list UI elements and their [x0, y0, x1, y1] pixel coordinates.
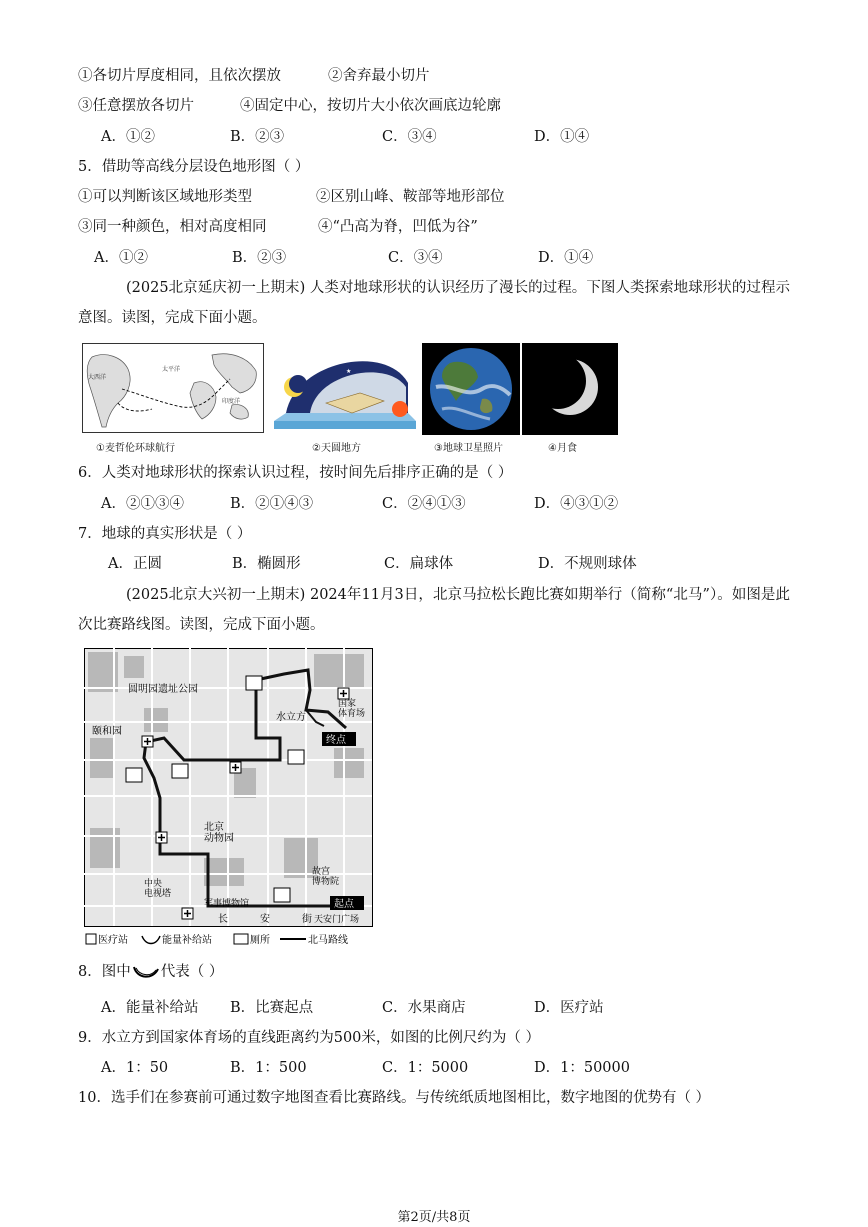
marathon-route-map — [84, 648, 374, 948]
figure1-caption-2: ②天圆地方 — [312, 443, 361, 454]
q6-choice-c: C．②④①③ — [382, 496, 466, 512]
q5-option-1: ①可以判断该区域地形类型 — [78, 189, 252, 205]
q9-choice-c: C．1：5000 — [382, 1060, 469, 1076]
map-label-tiananmen: 天安门广场 — [314, 915, 360, 925]
map-label-pacific: 太平洋 — [162, 366, 181, 373]
medical-station-icon — [142, 736, 153, 747]
map-label-yuanmingyuan: 圆明园遗址公园 — [128, 684, 198, 695]
map-label-start: 起点 — [334, 899, 354, 910]
q8-choice-d: D．医疗站 — [534, 1000, 604, 1016]
q4-choice-b: B．②③ — [230, 129, 285, 145]
map-label-palace-museum: 故宫博物院 — [312, 867, 340, 887]
map-label-an: 安 — [260, 914, 270, 925]
map-label-jie: 街 — [302, 914, 312, 925]
legend-route: 北马路线 — [308, 935, 348, 946]
q4-choice-d: D．①④ — [534, 129, 590, 145]
q8-choice-c: C．水果商店 — [382, 1000, 466, 1016]
q6-choice-b: B．②①④③ — [230, 496, 314, 512]
medical-station-icon — [182, 908, 193, 919]
toilet-icon — [288, 750, 304, 764]
star-icon: ★ — [346, 368, 352, 375]
toilet-icon — [274, 888, 290, 902]
q6-stem: 6．人类对地球形状的探索认识过程，按时间先后排序正确的是（ ） — [78, 465, 513, 481]
map-label-yiheyuan: 颐和园 — [92, 726, 122, 737]
medical-station-icon — [338, 688, 349, 699]
star-icon: ★ — [366, 355, 371, 361]
q7-choice-b: B．椭圆形 — [232, 556, 301, 572]
earth-satellite-photo — [422, 343, 520, 435]
q7-choice-d: D．不规则球体 — [538, 556, 637, 572]
map-label-cctv-tower: 中央电视塔 — [144, 879, 172, 899]
passage-marathon: (2025北京大兴初一上期末) 2024年11月3日，北京马拉松长跑比赛如期举行（简称“北马”）。如图是此次比赛路线图。读图，完成下面小题。 — [78, 587, 790, 633]
map-label-zoo: 北京动物园 — [204, 822, 234, 844]
legend-toilet-icon — [234, 934, 248, 944]
figure1-caption-1: ①麦哲伦环球航行 — [96, 443, 175, 454]
q5-option-4: ④“凸高为脊，凹低为谷” — [318, 219, 478, 235]
magellan-route-map — [82, 343, 264, 433]
legend-medical: 医疗站 — [98, 935, 128, 946]
legend-energy: 能量补给站 — [162, 935, 212, 946]
q5-choice-b: B．②③ — [232, 250, 287, 266]
q7-stem: 7．地球的真实形状是（ ） — [78, 526, 252, 542]
q8-stem — [78, 962, 223, 982]
toilet-icon — [126, 768, 142, 782]
q7-choice-c: C．扁球体 — [384, 556, 454, 572]
star-icon: ★ — [310, 370, 316, 377]
q10-stem: 10．选手们在参赛前可通过数字地图查看比赛路线。与传统纸质地图相比，数字地图的优势有（ ） — [78, 1090, 711, 1106]
q9-stem: 9．水立方到国家体育场的直线距离约为500米，如图的比例尺约为（ ） — [78, 1030, 541, 1046]
q4-option-4: ④固定中心，按切片大小依次画底边轮廓 — [240, 98, 501, 114]
q4-option-3: ③任意摆放各切片 — [78, 98, 194, 114]
q5-stem: 5．借助等高线分层设色地形图（ ） — [78, 159, 310, 175]
map-label-national-stadium: 国家体育场 — [338, 699, 366, 719]
medical-station-icon — [230, 762, 241, 773]
earth-shape-figure — [82, 343, 618, 455]
q5-choice-c: C．③④ — [388, 250, 443, 266]
q9-choice-d: D．1：50000 — [534, 1060, 630, 1076]
toilet-icon — [172, 764, 188, 778]
map-label-military-museum: 军事博物馆 — [204, 899, 250, 909]
figure1-caption-4: ④月食 — [548, 443, 577, 454]
q9-choice-a: A．1：50 — [101, 1060, 169, 1076]
q5-choice-d: D．①④ — [538, 250, 594, 266]
q6-choice-a: A．②①③④ — [101, 496, 184, 512]
passage-earth-shape: (2025北京延庆初一上期末) 人类对地球形状的认识经历了漫长的过程。下图人类探索地球形状的过程示意图。读图，完成下面小题。 — [78, 280, 790, 326]
map-label-shuilifang: 水立方 — [276, 712, 306, 723]
q9-choice-b: B．1：500 — [230, 1060, 307, 1076]
legend-medical-icon — [86, 934, 96, 944]
q8-choice-a: A．能量补给站 — [101, 1000, 199, 1016]
dome-sky-illustration — [266, 343, 416, 433]
medical-station-icon — [156, 832, 167, 843]
legend-banana-icon — [142, 936, 160, 944]
q8-choice-b: B．比赛起点 — [230, 1000, 314, 1016]
map-label-atlantic: 大西洋 — [88, 374, 107, 381]
q4-option-2: ②舍弃最小切片 — [328, 68, 430, 84]
toilet-icon — [246, 676, 262, 690]
q5-option-2: ②区别山峰、鞍部等地形部位 — [316, 189, 505, 205]
page-number: 第2页/共8页 — [397, 1210, 471, 1225]
q4-option-1: ①各切片厚度相同，且依次摆放 — [78, 68, 281, 84]
banana-icon — [131, 963, 161, 981]
q5-option-3: ③同一种颜色，相对高度相同 — [78, 219, 267, 235]
map-label-finish: 终点 — [326, 735, 346, 746]
star-icon: ★ — [326, 356, 334, 365]
legend-toilet: 厕所 — [250, 935, 270, 946]
map-label-indian: 印度洋 — [222, 398, 241, 405]
lunar-eclipse-photo — [522, 343, 618, 435]
q8-stem-pre: 8．图中 — [78, 964, 131, 980]
q5-choice-a: A．①② — [94, 250, 148, 266]
figure1-caption-3: ③地球卫星照片 — [434, 443, 503, 454]
q4-choice-a: A．①② — [101, 129, 155, 145]
map-label-chang: 长 — [218, 914, 228, 925]
q8-stem-post: 代表（ ） — [160, 964, 224, 980]
q6-choice-d: D．④③①② — [534, 496, 619, 512]
q7-choice-a: A．正圆 — [108, 556, 162, 572]
q4-choice-c: C．③④ — [382, 129, 437, 145]
